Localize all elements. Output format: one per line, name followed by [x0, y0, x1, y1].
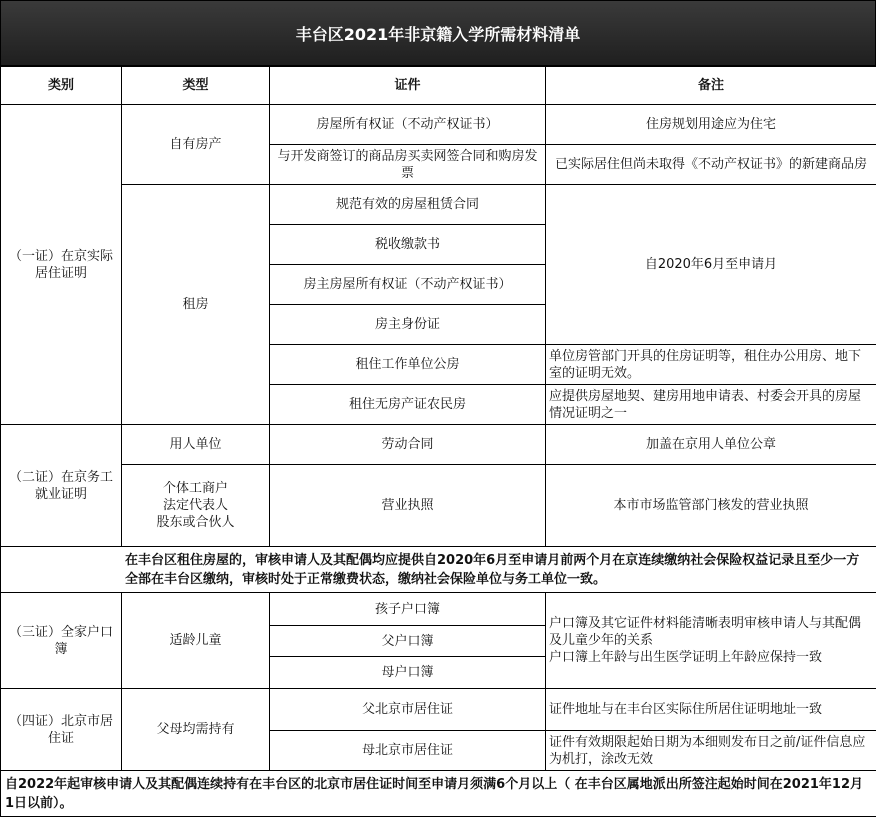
table-row [1, 593, 876, 626]
type-rent: 租房 [122, 185, 270, 425]
type-line: 个体工商户 [162, 481, 228, 496]
type-line: 法定代表人 [162, 498, 228, 513]
type-line: 股东或合伙人 [156, 515, 235, 530]
type-employer: 用人单位 [122, 425, 270, 465]
residence-permit-note: 自2022年起审核申请人及其配偶连续持有在丰台区的北京市居住证时间至申请月须满6个月以上（ 在丰台区属地派出所签注起始时间在2021年12月1日以前）。 [1, 771, 876, 817]
doc-father-hukou: 父户口簿 [270, 626, 546, 657]
note-line: 户口簿及其它证件材料能清晰表明审核申请人与其配偶及儿童少年的关系 [549, 616, 862, 648]
page-title: 丰台区2021年非京籍入学所需材料清单 [0, 0, 876, 66]
table-row [1, 689, 876, 731]
social-insurance-note: 在丰台区租住房屋的，审核申请人及其配偶均应提供自2020年6月至申请月前两个月在京连续缴纳社会保险权益记录且至少一方全部在丰台区缴纳，审核时处于正常缴费状态，缴纳社会保险单位与务工单位一致。 [1, 547, 876, 593]
table-row [1, 771, 876, 817]
doc-father-permit: 父北京市居住证 [270, 689, 546, 731]
note-farmer-house: 应提供房屋地契、建房用地申请表、村委会开具的房屋情况证明之一 [546, 385, 876, 425]
doc-child-hukou: 孩子户口簿 [270, 593, 546, 626]
category-residence-permit: （四证）北京市居住证 [1, 689, 122, 771]
note-permit-validity: 证件有效期限起始日期为本细则发布日之前/证件信息应为机打，涂改无效 [546, 731, 876, 771]
note-hukou [546, 593, 876, 689]
doc-work-unit-housing: 租住工作单位公房 [270, 345, 546, 385]
table-row [1, 547, 876, 593]
note-property-cert: 住房规划用途应为住宅 [546, 105, 876, 145]
type-business-owner [122, 465, 270, 547]
note-permit-address: 证件地址与在丰台区实际住所居住证明地址一致 [546, 689, 876, 731]
type-both-parents: 父母均需持有 [122, 689, 270, 771]
doc-owner-id: 房主身份证 [270, 305, 546, 345]
type-own-property: 自有房产 [122, 105, 270, 185]
note-rent-period: 自2020年6月至申请月 [546, 185, 876, 345]
note-business-license: 本市市场监管部门核发的营业执照 [546, 465, 876, 547]
note-work-unit-housing: 单位房管部门开具的住房证明等，租住办公用房、地下室的证明无效。 [546, 345, 876, 385]
doc-purchase-contract: 与开发商签订的商品房买卖网签合同和购房发票 [270, 145, 546, 185]
table-row [1, 425, 876, 465]
header-category: 类别 [1, 67, 122, 105]
header-document: 证件 [270, 67, 546, 105]
category-employment: （二证）在京务工就业证明 [1, 425, 122, 547]
table-row [1, 105, 876, 145]
doc-mother-permit: 母北京市居住证 [270, 731, 546, 771]
category-residence: （一证）在京实际居住证明 [1, 105, 122, 425]
doc-labor-contract: 劳动合同 [270, 425, 546, 465]
doc-lease-contract: 规范有效的房屋租赁合同 [270, 185, 546, 225]
doc-business-license: 营业执照 [270, 465, 546, 547]
doc-owner-property-cert: 房主房屋所有权证（不动产权证书） [270, 265, 546, 305]
table-row [1, 465, 876, 547]
doc-mother-hukou: 母户口簿 [270, 657, 546, 689]
doc-property-cert: 房屋所有权证（不动产权证书） [270, 105, 546, 145]
doc-tax-receipt: 税收缴款书 [270, 225, 546, 265]
table-row [1, 185, 876, 225]
type-school-age-child: 适龄儿童 [122, 593, 270, 689]
header-row [1, 67, 876, 105]
note-line: 户口簿上年龄与出生医学证明上年龄应保持一致 [549, 650, 823, 665]
note-purchase-contract: 已实际居住但尚未取得《不动产权证书》的新建商品房 [546, 145, 876, 185]
materials-table [0, 66, 876, 817]
category-household: （三证）全家户口簿 [1, 593, 122, 689]
doc-farmer-house: 租住无房产证农民房 [270, 385, 546, 425]
header-remarks: 备注 [546, 67, 876, 105]
header-type: 类型 [122, 67, 270, 105]
note-labor-contract: 加盖在京用人单位公章 [546, 425, 876, 465]
